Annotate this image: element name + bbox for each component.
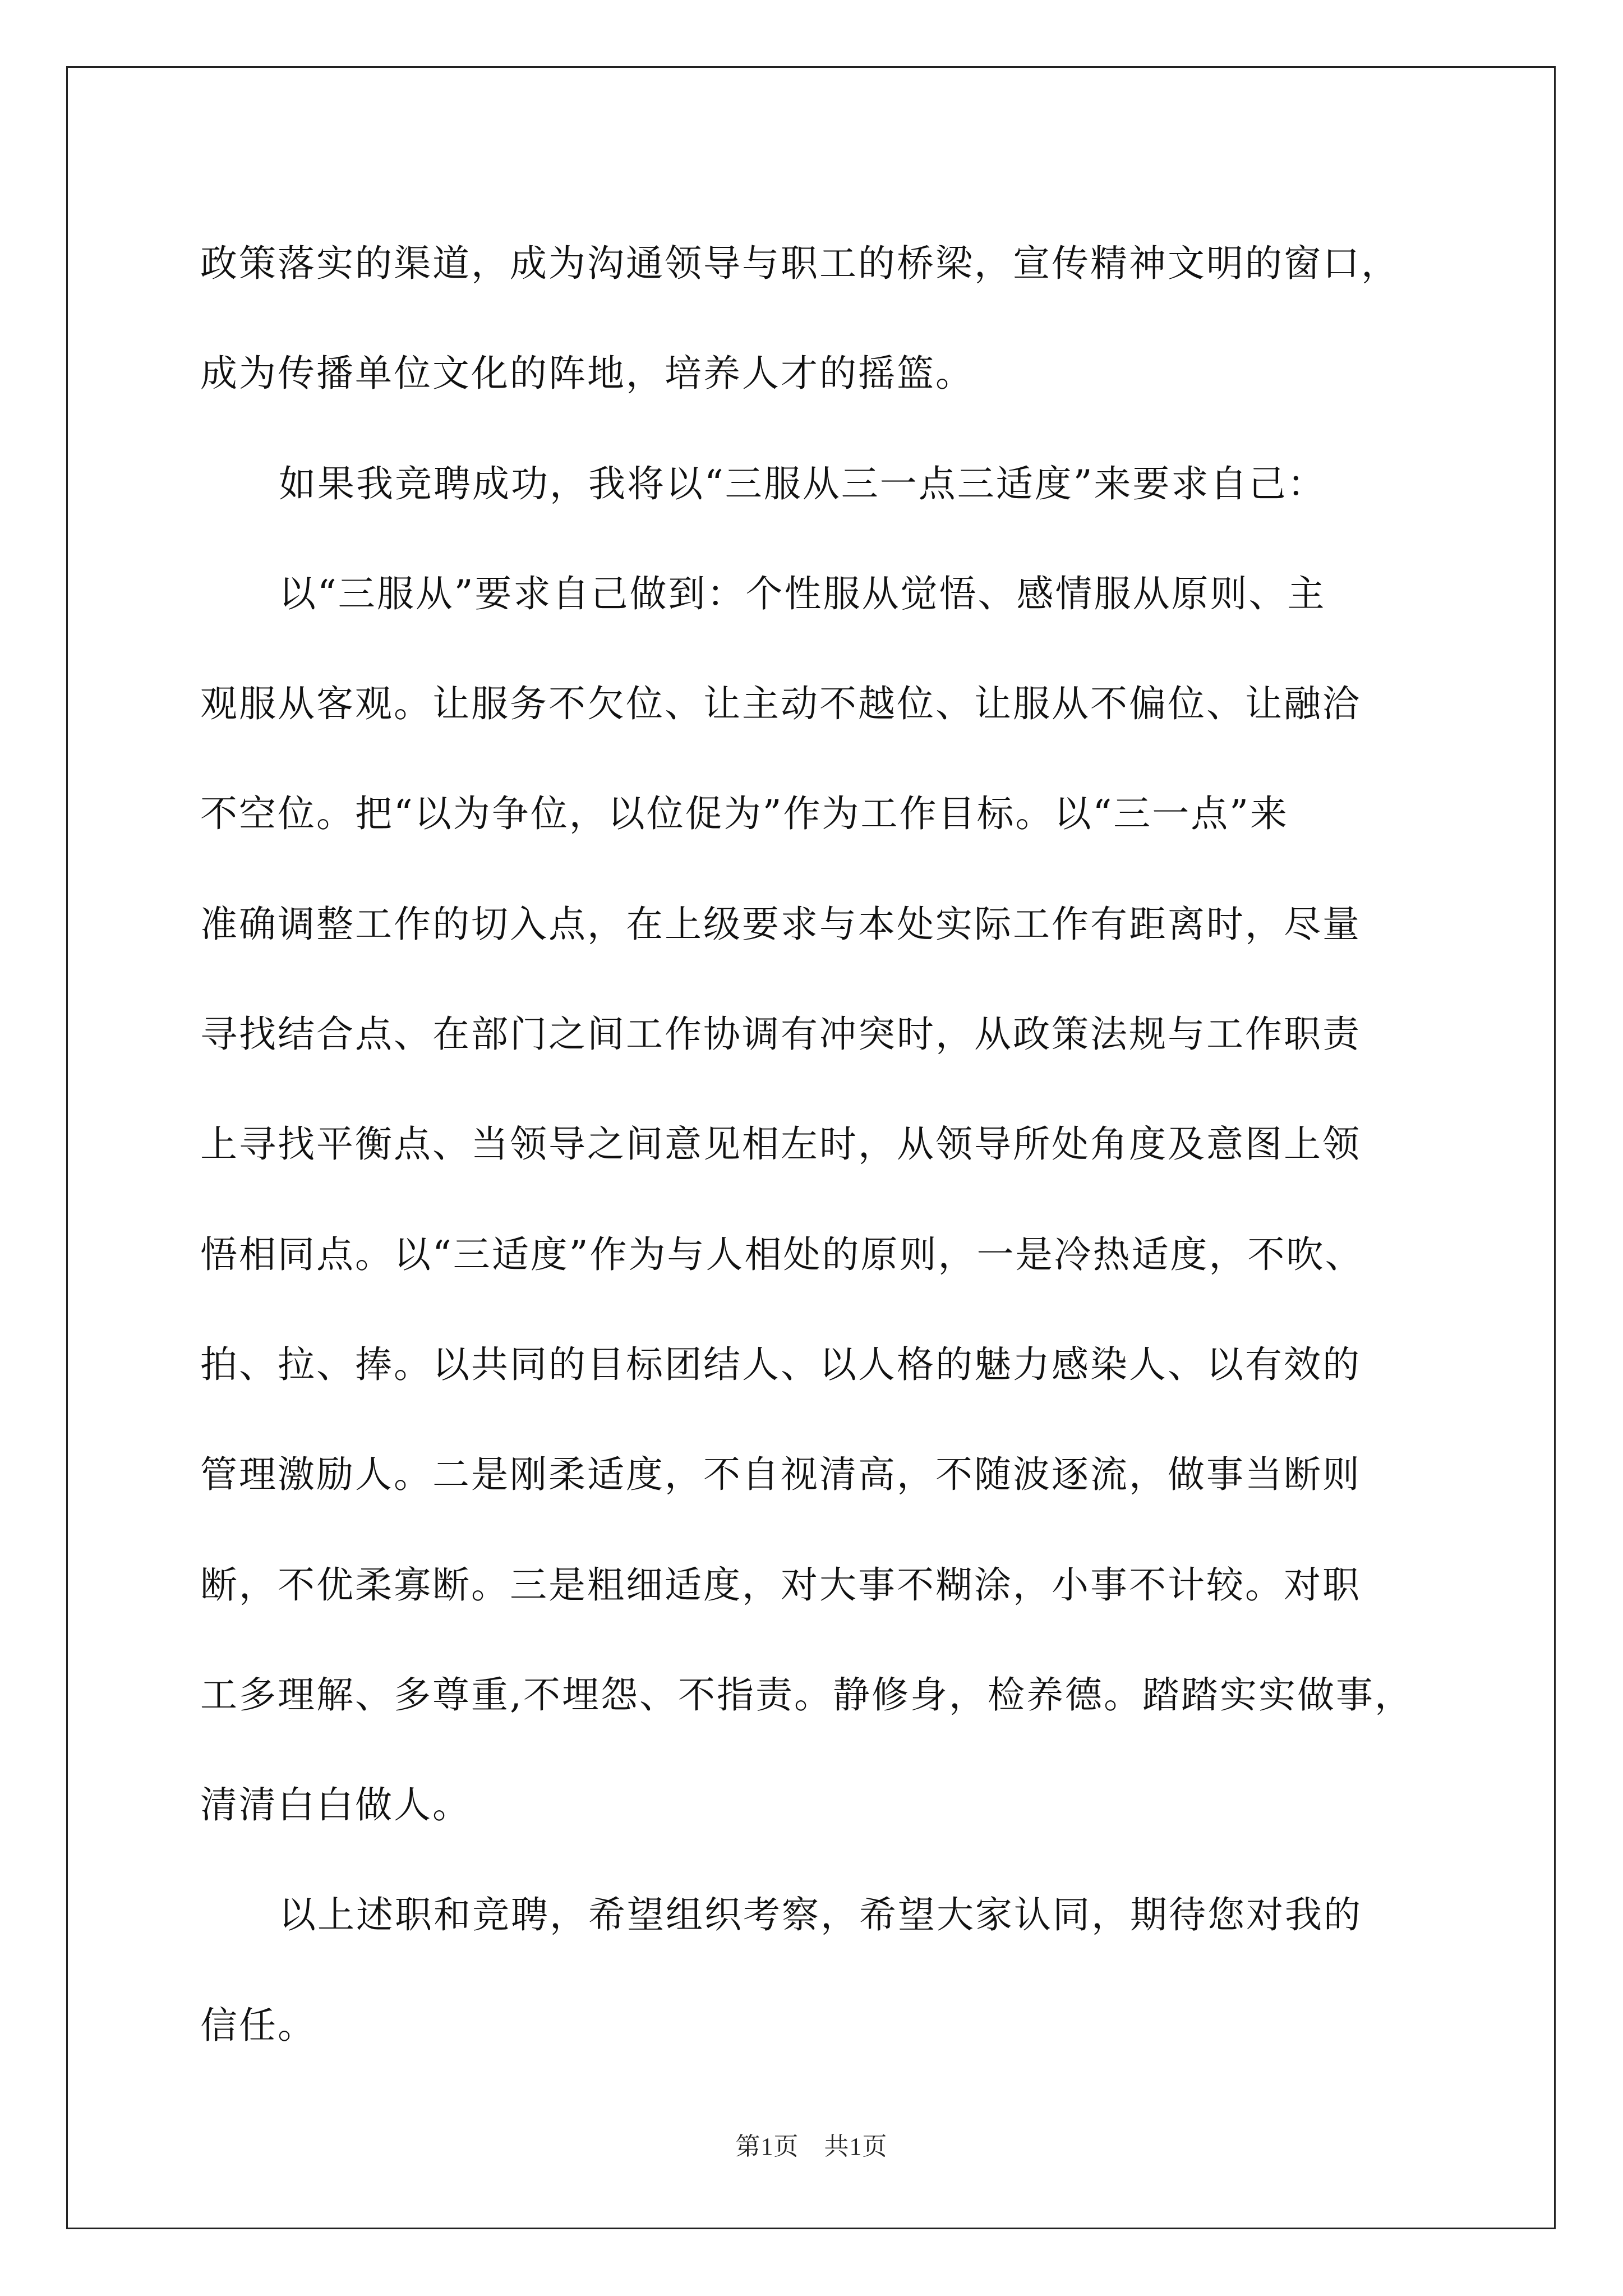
text-line-7: 准确调整工作的切入点，在上级要求与本处实际工作有距离时，尽量 — [200, 902, 1361, 946]
page-number-footer: 第1页 共1页 — [735, 2133, 888, 2160]
text-line-14: 工多理解、多尊重,不埋怨、不指责。静修身，检养德。踏踏实实做事， — [200, 1673, 1413, 1717]
text-line-15: 清清白白做人。 — [200, 1783, 471, 1827]
text-line-3: 如果我竞聘成功，我将以“三服从三一点三适度”来要求自己： — [279, 462, 1326, 505]
text-line-1: 政策落实的渠道，成为沟通领导与职工的桥梁，宣传精神文明的窗口， — [200, 242, 1400, 285]
text-line-13: 断，不优柔寡断。三是粗细适度，对大事不糊涂，小事不计较。对职 — [200, 1563, 1361, 1607]
text-line-8: 寻找结合点、在部门之间工作协调有冲突时，从政策法规与工作职责 — [200, 1013, 1361, 1056]
text-line-16: 以上述职和竞聘，希望组织考察，希望大家认同，期待您对我的 — [279, 1893, 1362, 1937]
text-line-5: 观服从客观。让服务不欠位、让主动不越位、让服从不偏位、让融洽 — [200, 682, 1361, 726]
text-line-12: 管理激励人。二是刚柔适度，不自视清高，不随波逐流，做事当断则 — [200, 1453, 1361, 1497]
text-line-11: 拍、拉、捧。以共同的目标团结人、以人格的魅力感染人、以有效的 — [200, 1342, 1361, 1386]
document-body — [200, 209, 1434, 2081]
text-line-17: 信任。 — [200, 2003, 316, 2047]
text-line-4: 以“三服从”要求自己做到：个性服从觉悟、感情服从原则、主 — [279, 572, 1326, 615]
text-line-6: 不空位。把“以为争位，以位促为”作为工作目标。以“三一点”来 — [200, 792, 1289, 836]
text-line-10: 悟相同点。以“三适度”作为与人相处的原则，一是冷热适度，不吹、 — [200, 1232, 1364, 1276]
text-line-2: 成为传播单位文化的阵地，培养人才的摇篮。 — [200, 352, 974, 395]
text-line-9: 上寻找平衡点、当领导之间意见相左时，从领导所处角度及意图上领 — [200, 1122, 1361, 1166]
